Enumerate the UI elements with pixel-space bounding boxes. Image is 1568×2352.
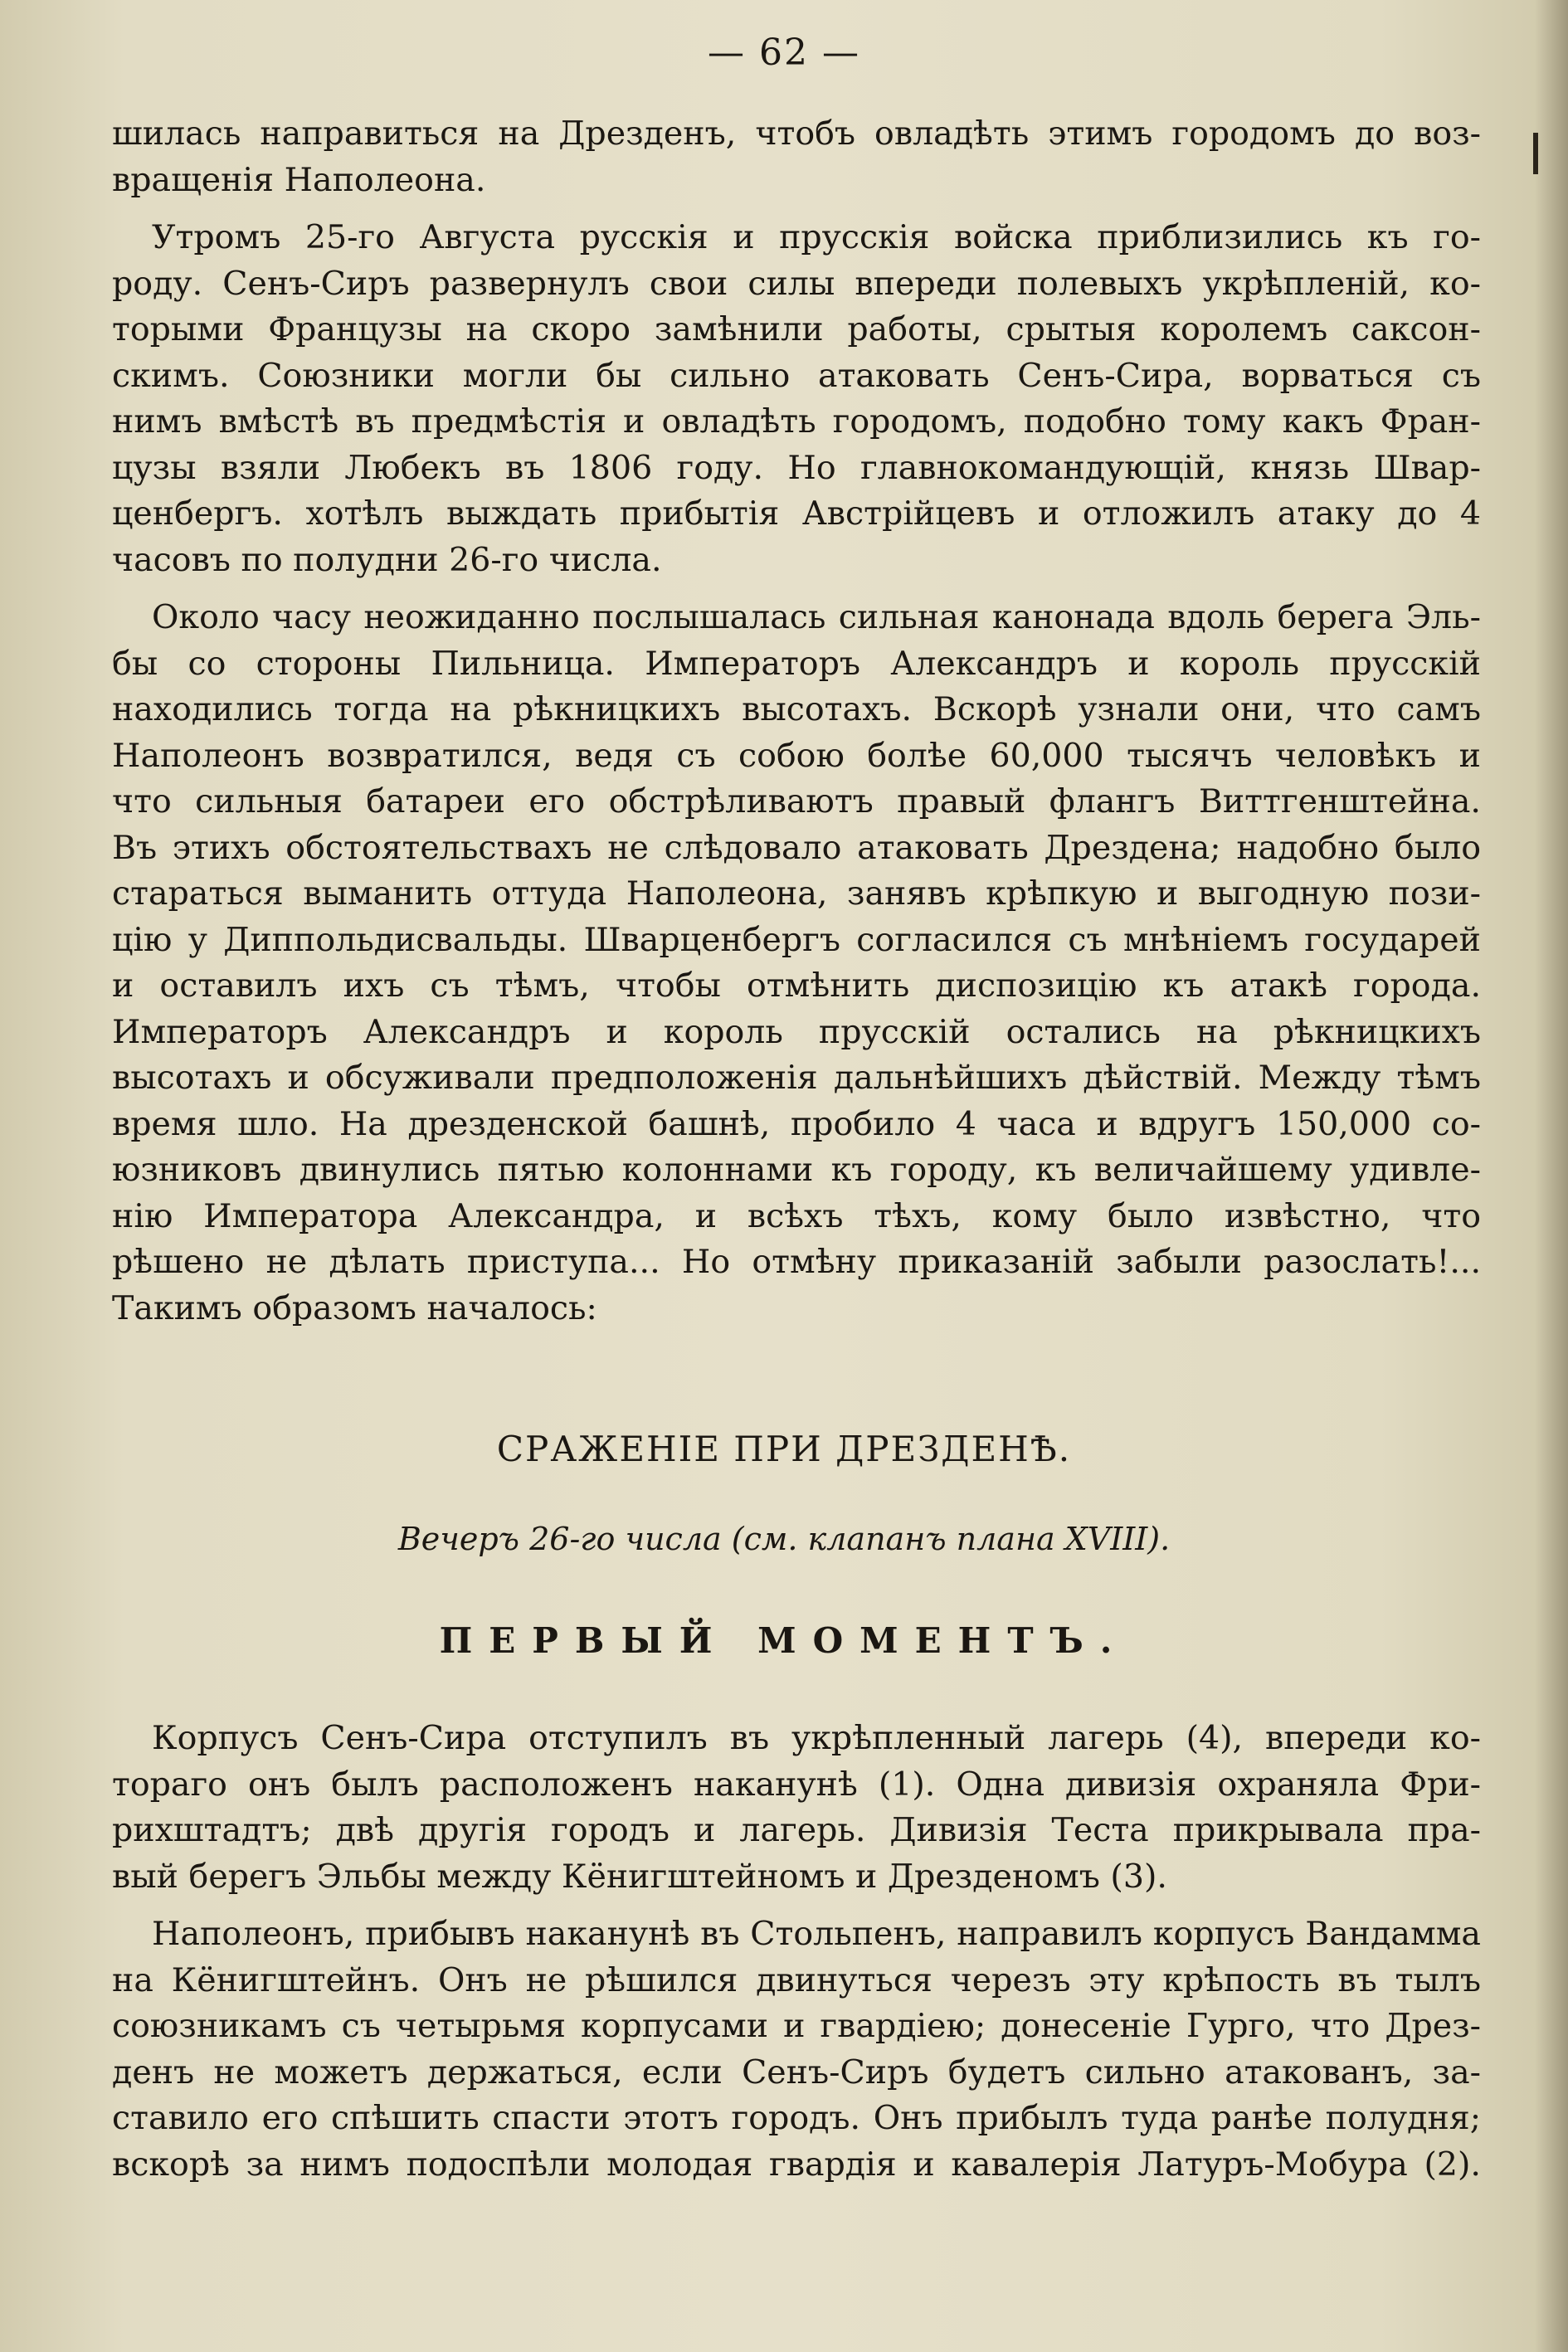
- paragraph-line: часовъ по полудни 26-го числа.: [112, 540, 662, 579]
- paragraph-line: стараться выманить оттуда Наполеона, занявъ крѣпкую и выгодную пози-: [112, 874, 1481, 913]
- paragraph-line: цузы взяли Любекъ въ 1806 году. Но главнокомандующій, князь Швар-: [112, 448, 1481, 487]
- paragraph-line: вскорѣ за нимъ подоспѣли молодая гвардія и кавалерія Латуръ-Мобура (2).: [112, 2145, 1481, 2184]
- paragraph-line: рихштадтъ; двѣ другія городъ и лагерь. Дивизія Теста прикрывала пра-: [112, 1811, 1481, 1849]
- paragraph-line: высотахъ и обсуживали предположенія дальнѣйшихъ дѣйствій. Между тѣмъ: [112, 1059, 1481, 1097]
- page-number: — 62 —: [708, 32, 860, 74]
- paragraph-line: на Кёнигштейнъ. Онъ не рѣшился двинуться черезъ эту крѣпость въ тылъ: [112, 1960, 1481, 1999]
- paragraph-line: бы со стороны Пильница. Императоръ Александръ и король прусскій: [112, 644, 1481, 683]
- paragraph-1: [112, 111, 1481, 203]
- paragraph-line: Утромъ 25-го Августа русскія и прусскія войска приблизились къ го-: [152, 218, 1481, 256]
- text-block-lower: [112, 1716, 1481, 2188]
- paragraph-line: находились тогда на рѣкницкихъ высотахъ. Вскорѣ узнали они, что самъ: [112, 690, 1481, 728]
- paragraph-line: цію у Диппольдисвальды. Шварценбергъ согласился съ мнѣніемъ государей: [112, 920, 1481, 959]
- paragraph-line: шилась направиться на Дрезденъ, чтобъ овладѣть этимъ городомъ до воз-: [112, 114, 1481, 153]
- paragraph-line: Наполеонъ возвратился, ведя съ собою болѣе 60,000 тысячъ человѣкъ и: [112, 736, 1481, 775]
- paragraph-line: Наполеонъ, прибывъ наканунѣ въ Стольпенъ, направилъ корпусъ Вандамма: [152, 1915, 1481, 1953]
- paragraph-line: Такимъ образомъ началось:: [112, 1288, 597, 1327]
- paragraph-4: [112, 1716, 1481, 1900]
- margin-mark: [1533, 133, 1538, 174]
- paragraph-line: ценбергъ. хотѣлъ выждать прибытія Австрійцевъ и отложилъ атаку до 4: [112, 494, 1481, 533]
- paragraph-line: и оставилъ ихъ съ тѣмъ, чтобы отмѣнить диспозицію къ атакѣ города.: [112, 967, 1481, 1005]
- paragraph-line: вый берегъ Эльбы между Кёнигштейномъ и Дрезденомъ (3).: [112, 1857, 1167, 1896]
- section-title: СРАЖЕНІЕ ПРИ ДРЕЗДЕНѢ.: [496, 1429, 1072, 1469]
- paragraph-line: денъ не можетъ держаться, если Сенъ-Сиръ будетъ сильно атакованъ, за-: [112, 2053, 1481, 2091]
- paragraph-line: Около часу неожиданно послышалась сильная канонада вдоль берега Эль-: [152, 598, 1481, 636]
- paragraph-line: тораго онъ былъ расположенъ наканунѣ (1). Одна дивизія охраняла Фри-: [112, 1765, 1481, 1804]
- paragraph-line: рѣшено не дѣлать приступа... Но отмѣну приказаній забыли разослать!...: [112, 1243, 1481, 1281]
- paragraph-5: [112, 1911, 1481, 2188]
- paragraph-line: Императоръ Александръ и король прусскій остались на рѣкницкихъ: [112, 1012, 1481, 1051]
- paragraph-line: союзникамъ съ четырьмя корпусами и гвардіею; донесеніе Гурго, что Дрез-: [112, 2007, 1481, 2045]
- paragraph-3: [112, 595, 1481, 1332]
- paragraph-line: Корпусъ Сенъ-Сира отступилъ въ укрѣпленный лагерь (4), впереди ко-: [152, 1719, 1481, 1757]
- paragraph-line: роду. Сенъ-Сиръ развернулъ свои силы впереди полевыхъ укрѣпленій, ко-: [112, 264, 1481, 303]
- text-block-upper: [112, 111, 1481, 1332]
- section-moment-heading: ПЕРВЫЙ МОМЕНТЪ.: [439, 1620, 1129, 1661]
- paragraph-line: время шло. На дрезденской башнѣ, пробило 4 часа и вдругъ 150,000 со-: [112, 1104, 1481, 1143]
- paragraph-line: ставило его спѣшить спасти этотъ городъ. Онъ прибылъ туда ранѣе полудня;: [112, 2099, 1481, 2137]
- paragraph-line: нимъ вмѣстѣ въ предмѣстія и овладѣть городомъ, подобно тому какъ Фран-: [112, 402, 1481, 441]
- paragraph-line: нію Императора Александра, и всѣхъ тѣхъ, кому было извѣстно, что: [112, 1196, 1481, 1235]
- paragraph-line: скимъ. Союзники могли бы сильно атаковать Сенъ-Сира, ворваться съ: [112, 356, 1481, 395]
- paragraph-2: [112, 215, 1481, 583]
- paragraph-line: что сильныя батареи его обстрѣливаютъ правый флангъ Виттгенштейна.: [112, 782, 1481, 821]
- paragraph-line: вращенія Наполеона.: [112, 160, 486, 199]
- paragraph-line: торыми Французы на скоро замѣнили работы, срытыя королемъ саксон-: [112, 310, 1481, 348]
- paragraph-line: Въ этихъ обстоятельствахъ не слѣдовало атаковать Дрездена; надобно было: [112, 828, 1481, 867]
- section-subtitle: Вечеръ 26-го числа (см. клапанъ плана XVIII).: [397, 1521, 1171, 1557]
- paragraph-line: юзниковъ двинулись пятью колоннами къ городу, къ величайшему удивле-: [112, 1151, 1481, 1189]
